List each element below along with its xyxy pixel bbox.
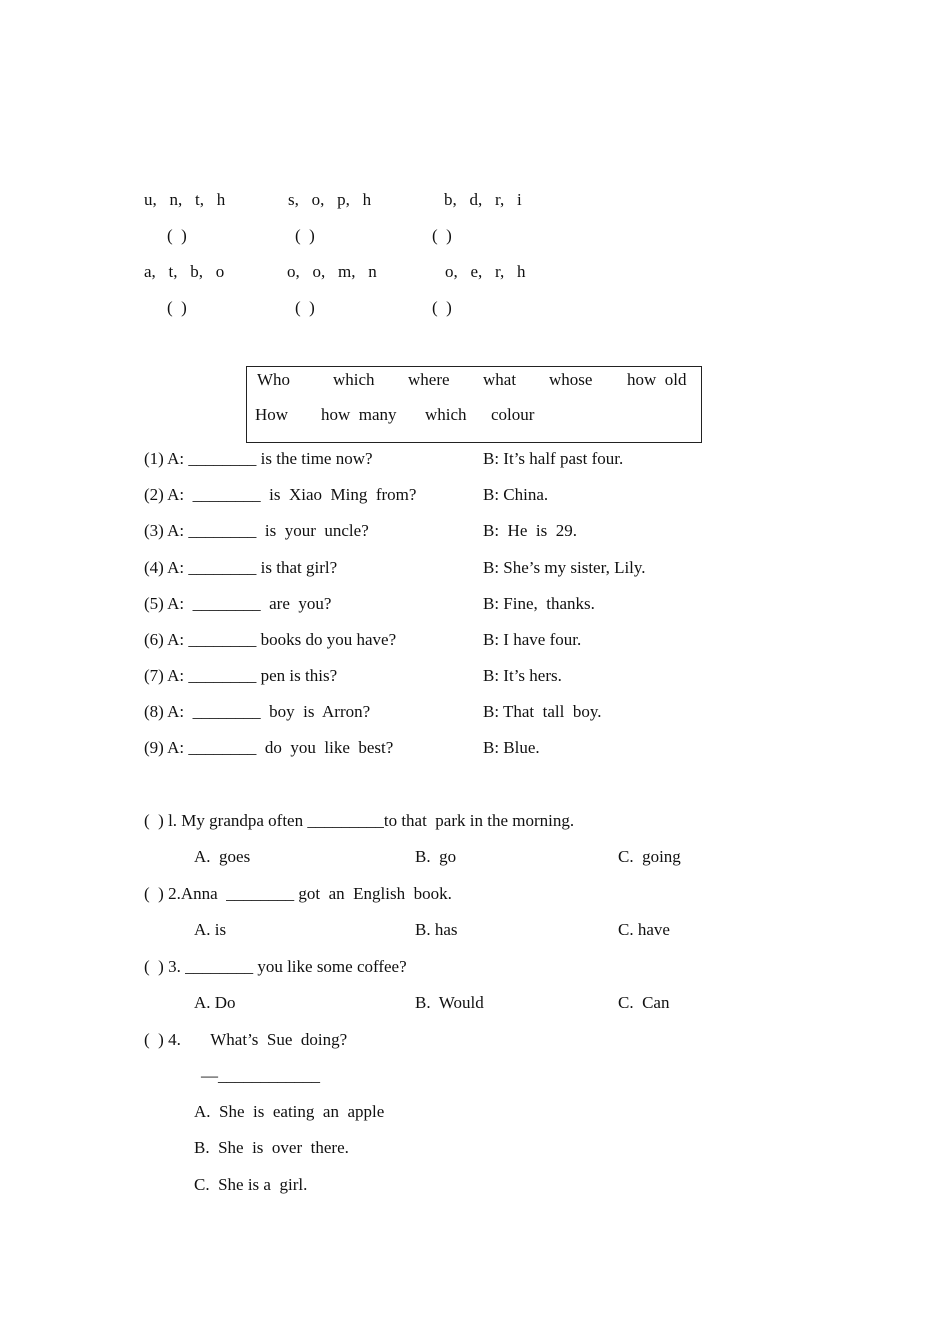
dialogue-question: (6) A: ________ books do you have? bbox=[144, 630, 397, 649]
dialogue-answer: B: I have four. bbox=[483, 630, 582, 649]
answer-blank-2[interactable]: ( ) bbox=[295, 226, 315, 245]
answer-blank-3[interactable]: ( ) bbox=[432, 226, 452, 245]
mc-question-1: ( ) l. My grandpa often _________to that park in the morning. bbox=[144, 811, 575, 830]
word-colour: colour bbox=[491, 405, 535, 424]
mc-option[interactable]: B. Would bbox=[415, 993, 484, 1012]
letters-group-6: o, e, r, h bbox=[445, 262, 526, 281]
mc-question-4: ( ) 4. What’s Sue doing? bbox=[144, 1030, 348, 1049]
dialogue-answer: B: It’s hers. bbox=[483, 666, 562, 685]
mc-option[interactable]: B. She is over there. bbox=[194, 1138, 349, 1157]
dialogue-answer: B: China. bbox=[483, 485, 549, 504]
dialogue-question: (2) A: ________ is Xiao Ming from? bbox=[144, 485, 417, 504]
answer-line[interactable]: —____________ bbox=[201, 1066, 320, 1085]
dialogue-question: (7) A: ________ pen is this? bbox=[144, 666, 338, 685]
mc-option[interactable]: C. She is a girl. bbox=[194, 1175, 308, 1194]
dialogue-answer: B: That tall boy. bbox=[483, 702, 602, 721]
mc-option[interactable]: C. have bbox=[618, 920, 670, 939]
mc-option[interactable]: A. is bbox=[194, 920, 227, 939]
word-what: what bbox=[483, 370, 517, 389]
dialogue-answer: B: It’s half past four. bbox=[483, 449, 624, 468]
dialogue-answer: B: Blue. bbox=[483, 738, 540, 757]
mc-option[interactable]: A. Do bbox=[194, 993, 236, 1012]
dialogue-question: (8) A: ________ boy is Arron? bbox=[144, 702, 371, 721]
dialogue-question: (5) A: ________ are you? bbox=[144, 594, 332, 613]
mc-option[interactable]: C. Can bbox=[618, 993, 670, 1012]
letters-group-4: a, t, b, o bbox=[144, 262, 225, 281]
answer-blank-4[interactable]: ( ) bbox=[167, 298, 187, 317]
dialogue-answer: B: He is 29. bbox=[483, 521, 577, 540]
answer-blank-1[interactable]: ( ) bbox=[167, 226, 187, 245]
word-which-2: which bbox=[425, 405, 467, 424]
dialogue-question: (9) A: ________ do you like best? bbox=[144, 738, 394, 757]
dialogue-question: (3) A: ________ is your uncle? bbox=[144, 521, 369, 540]
word-whose: whose bbox=[549, 370, 593, 389]
mc-question-3: ( ) 3. ________ you like some coffee? bbox=[144, 957, 407, 976]
mc-option[interactable]: B. go bbox=[415, 847, 457, 866]
letters-group-3: b, d, r, i bbox=[444, 190, 522, 209]
word-which: which bbox=[333, 370, 375, 389]
mc-question-2: ( ) 2.Anna ________ got an English book. bbox=[144, 884, 452, 903]
mc-option[interactable]: C. going bbox=[618, 847, 681, 866]
dialogue-question: (4) A: ________ is that girl? bbox=[144, 558, 338, 577]
mc-option[interactable]: A. goes bbox=[194, 847, 251, 866]
word-who: Who bbox=[257, 370, 291, 389]
letters-group-5: o, o, m, n bbox=[287, 262, 377, 281]
mc-option[interactable]: B. has bbox=[415, 920, 458, 939]
letters-group-2: s, o, p, h bbox=[288, 190, 372, 209]
dialogue-question: (1) A: ________ is the time now? bbox=[144, 449, 373, 468]
mc-option[interactable]: A. She is eating an apple bbox=[194, 1102, 385, 1121]
dialogue-answer: B: She’s my sister, Lily. bbox=[483, 558, 646, 577]
word-how-old: how old bbox=[627, 370, 687, 389]
word-how: How bbox=[255, 405, 289, 424]
answer-blank-5[interactable]: ( ) bbox=[295, 298, 315, 317]
dialogue-answer: B: Fine, thanks. bbox=[483, 594, 595, 613]
answer-blank-6[interactable]: ( ) bbox=[432, 298, 452, 317]
word-where: where bbox=[408, 370, 450, 389]
word-how-many: how many bbox=[321, 405, 397, 424]
letters-group-1: u, n, t, h bbox=[144, 190, 226, 209]
